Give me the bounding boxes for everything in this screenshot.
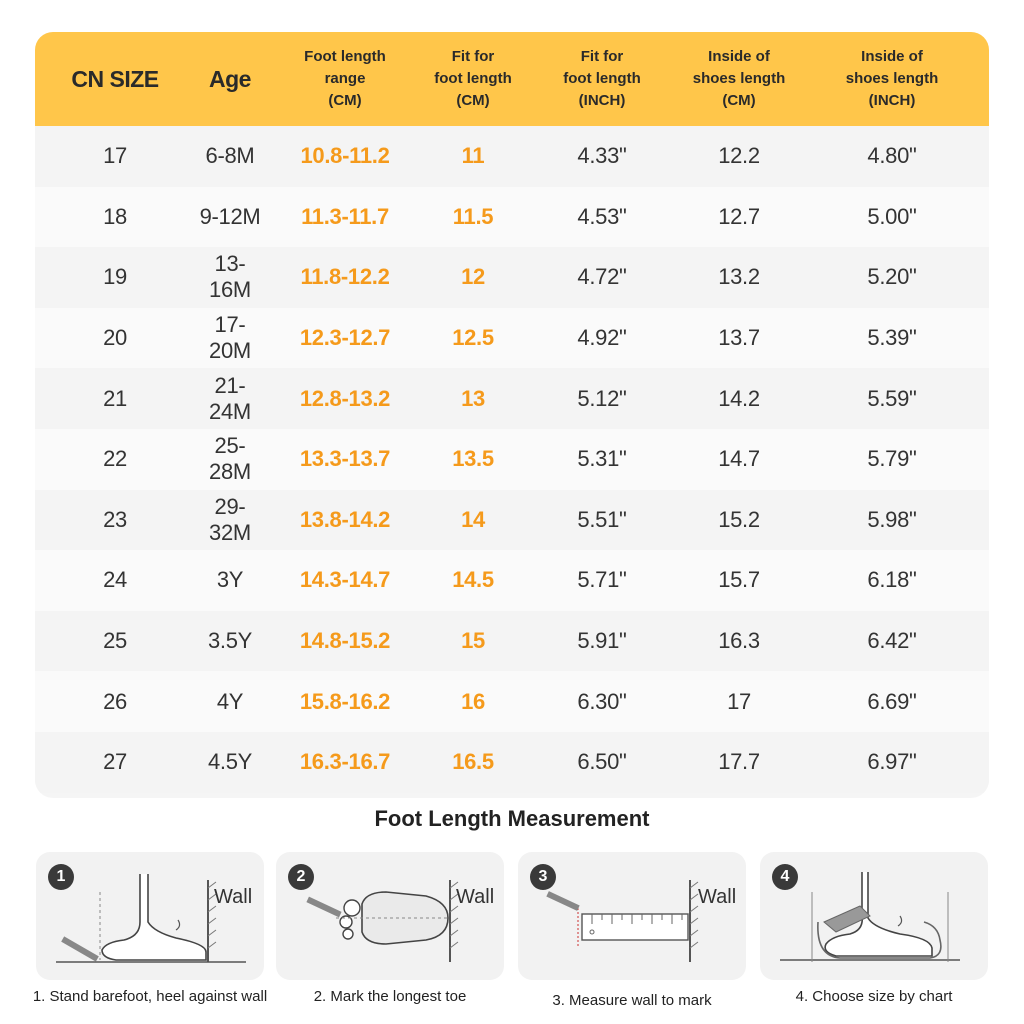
cell-age: 4.5Y: [207, 749, 253, 775]
cell-inside-inch: 6.18": [867, 567, 917, 593]
cell-fit-cm: 16: [461, 688, 485, 714]
cell-age: 6-8M: [205, 143, 255, 169]
cell-inside-cm: 15.2: [718, 506, 760, 532]
cell-inside-cm: 14.7: [718, 446, 760, 472]
table-row: [35, 429, 989, 490]
header-fit-cm: Fit for foot length (CM): [434, 48, 512, 109]
cell-fit-inch: 5.31": [577, 446, 627, 472]
cell-age: 4Y: [216, 688, 244, 714]
cell-cn-size: 25: [103, 628, 127, 654]
cell-age: 3Y: [216, 567, 244, 593]
cell-fit-inch: 4.53": [577, 203, 627, 229]
cell-inside-cm: 12.2: [718, 143, 760, 169]
step-caption-2: 2. Mark the longest toe: [313, 988, 467, 1005]
cell-cn-size: 20: [103, 325, 127, 351]
cell-fit-cm: 16.5: [452, 749, 494, 775]
cell-cn-size: 18: [103, 203, 127, 229]
cell-fit-inch: 4.33": [577, 143, 627, 169]
step-number-3: 3: [530, 864, 556, 890]
step-card-4: [760, 852, 988, 980]
table-row: [35, 611, 989, 672]
table-body: [35, 126, 989, 793]
cell-cn-size: 22: [103, 446, 127, 472]
step-number-4: 4: [772, 864, 798, 890]
cell-foot-length-range: 11.8-12.2: [300, 264, 390, 290]
header-foot-length-range: Foot length range (CM): [304, 48, 386, 109]
table-header: [35, 32, 989, 126]
cell-foot-length-range: 15.8-16.2: [299, 688, 391, 714]
cell-foot-length-range: 14.8-15.2: [299, 628, 391, 654]
cell-inside-inch: 6.69": [867, 688, 917, 714]
cell-age: 29-32M: [209, 493, 251, 545]
header-inside-cm: Inside of shoes length (CM): [692, 48, 786, 109]
cell-foot-length-range: 10.8-11.2: [300, 143, 390, 169]
cell-inside-cm: 17.7: [718, 749, 760, 775]
cell-fit-cm: 15: [461, 628, 485, 654]
cell-inside-cm: 13.7: [718, 325, 760, 351]
cell-age: 9-12M: [199, 203, 261, 229]
cell-age: 25-28M: [209, 433, 251, 485]
cell-inside-inch: 5.00": [867, 203, 917, 229]
cell-inside-inch: 5.39": [867, 325, 917, 351]
cell-cn-size: 26: [103, 688, 127, 714]
wall-label-3: Wall: [698, 886, 737, 908]
cell-fit-cm: 13.5: [452, 446, 494, 472]
table-row: [35, 671, 989, 732]
cell-fit-cm: 12: [461, 264, 485, 290]
cell-fit-cm: 13: [461, 385, 485, 411]
table-row: [35, 126, 989, 187]
cell-inside-cm: 17: [727, 688, 751, 714]
step-caption-4: 4. Choose size by chart: [795, 988, 953, 1005]
cell-foot-length-range: 14.3-14.7: [299, 567, 391, 593]
cell-fit-inch: 5.12": [577, 385, 627, 411]
step-caption-1: 1. Stand barefoot, heel against wall: [32, 988, 268, 1005]
step-card-1: [36, 852, 264, 980]
cell-foot-length-range: 11.3-11.7: [301, 203, 389, 229]
cell-inside-inch: 5.59": [867, 385, 917, 411]
cell-inside-cm: 12.7: [718, 203, 760, 229]
table-row: [35, 247, 989, 308]
cell-inside-cm: 13.2: [718, 264, 760, 290]
step-number-1: 1: [48, 864, 74, 890]
cell-fit-cm: 14.5: [452, 567, 494, 593]
cell-cn-size: 23: [103, 506, 127, 532]
header-fit-inch: Fit for foot length (INCH): [563, 48, 641, 109]
cell-inside-inch: 4.80": [867, 143, 917, 169]
cell-cn-size: 27: [103, 749, 127, 775]
cell-fit-inch: 4.92": [577, 325, 627, 351]
cell-age: 13-16M: [209, 251, 251, 303]
cell-foot-length-range: 12.3-12.7: [299, 325, 391, 351]
cell-inside-inch: 5.20": [867, 264, 917, 290]
cell-inside-cm: 15.7: [718, 567, 760, 593]
step-card-2: [276, 852, 504, 980]
wall-label-1: Wall: [214, 886, 253, 908]
step-card-3: [518, 852, 746, 980]
cell-fit-inch: 6.30": [577, 688, 627, 714]
cell-fit-cm: 11: [461, 143, 485, 169]
cell-cn-size: 17: [103, 143, 127, 169]
cell-foot-length-range: 16.3-16.7: [299, 749, 391, 775]
measurement-title: Foot Length Measurement: [374, 806, 650, 831]
cell-foot-length-range: 12.8-13.2: [299, 385, 391, 411]
cell-age: 3.5Y: [207, 628, 253, 654]
cell-inside-cm: 14.2: [718, 385, 760, 411]
table-row: [35, 490, 989, 551]
cell-fit-inch: 5.71": [577, 567, 627, 593]
cell-fit-inch: 5.51": [577, 506, 627, 532]
cell-fit-inch: 4.72": [577, 264, 627, 290]
cell-inside-inch: 5.79": [867, 446, 917, 472]
cell-cn-size: 19: [103, 264, 127, 290]
table-row: [35, 550, 989, 611]
cell-cn-size: 24: [103, 567, 127, 593]
table-row: [35, 308, 989, 369]
cell-fit-cm: 11.5: [452, 203, 494, 229]
cell-inside-cm: 16.3: [718, 628, 760, 654]
table-row: [35, 187, 989, 248]
cell-fit-inch: 5.91": [577, 628, 627, 654]
step-number-2: 2: [288, 864, 314, 890]
step-caption-3: 3. Measure wall to mark: [552, 992, 712, 1009]
cell-foot-length-range: 13.8-14.2: [299, 506, 391, 532]
cell-age: 21-24M: [209, 372, 251, 424]
cell-fit-cm: 12.5: [452, 325, 494, 351]
header-cn-size: CN SIZE: [71, 66, 159, 92]
cell-fit-inch: 6.50": [577, 749, 627, 775]
cell-age: 17-20M: [209, 312, 251, 364]
cell-inside-inch: 6.42": [867, 628, 917, 654]
size-chart-table: [35, 32, 989, 798]
header-inside-inch: Inside of shoes length (INCH): [845, 48, 939, 109]
header-age: Age: [209, 66, 251, 92]
cell-inside-inch: 5.98": [867, 506, 917, 532]
table-row: [35, 732, 989, 793]
cell-inside-inch: 6.97": [867, 749, 917, 775]
cell-foot-length-range: 13.3-13.7: [299, 446, 391, 472]
table-row: [35, 368, 989, 429]
cell-cn-size: 21: [103, 385, 127, 411]
cell-fit-cm: 14: [461, 506, 485, 532]
wall-label-2: Wall: [456, 886, 495, 908]
